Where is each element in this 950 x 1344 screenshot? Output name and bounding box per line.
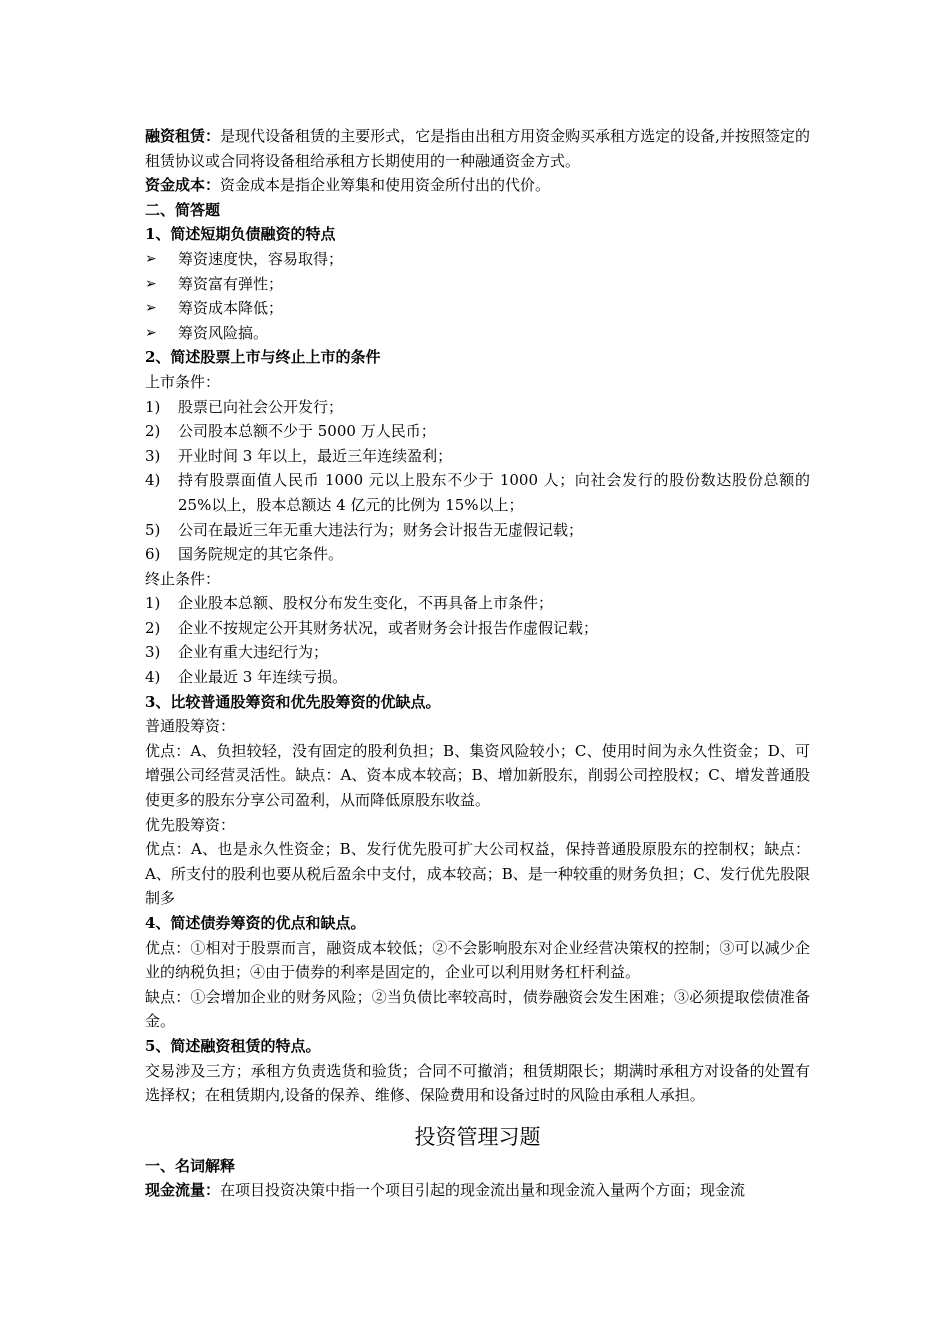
arrow-bullet-icon: ➢ (145, 250, 157, 267)
list-item-text: 股票已向社会公开发行； (178, 397, 344, 416)
definition-capital-cost (145, 173, 810, 198)
list-item-text: 筹资风险搞。 (178, 323, 269, 342)
list-item (145, 272, 810, 297)
list-item (145, 616, 810, 641)
preferred-stock-label: 优先股筹资： (145, 815, 236, 834)
question-heading-2: 2、简述股票上市与终止上市的条件 (145, 348, 381, 367)
document-page (145, 124, 810, 1203)
definition-text: 资金成本是指企业筹集和使用资金所付出的代价。 (220, 176, 551, 195)
preferred-stock-text: 优点：A、也是永久性资金；B、发行优先股可扩大公司权益，保持普通股原股东的控制权；缺点：A、所支付的股利也要从税后盈余中支付，成本较高；B、是一种较重的财务负担；C、发行优先股限制多 (145, 840, 810, 908)
list-item-text: 开业时间 3 年以上，最近三年连续盈利； (178, 446, 453, 465)
list-number: 3) (145, 446, 161, 465)
list-item (145, 591, 810, 616)
term-capital-cost: 资金成本： (145, 176, 221, 195)
listing-conditions-label: 上市条件： (145, 372, 221, 391)
definition-cash-flow (145, 1178, 810, 1203)
section-heading-short-answer: 二、简答题 (145, 200, 221, 219)
question-heading-4: 4、简述债券筹资的优点和缺点。 (145, 914, 366, 932)
list-item (145, 444, 810, 469)
section-heading-terms: 一、名词解释 (145, 1156, 236, 1175)
arrow-bullet-icon: ➢ (145, 324, 157, 341)
arrow-bullet-icon: ➢ (145, 300, 157, 317)
list-number: 4) (145, 471, 161, 490)
delisting-conditions-label: 终止条件： (145, 569, 221, 588)
list-number: 4) (145, 668, 161, 687)
chapter-title: 投资管理习题 (414, 1124, 541, 1149)
list-item (145, 419, 810, 444)
list-number: 1) (145, 397, 161, 416)
list-number: 1) (145, 594, 161, 613)
list-item-text: 筹资成本降低； (178, 299, 284, 318)
list-item-text: 企业最近 3 年连续亏损。 (178, 668, 348, 687)
definition-text: 是现代设备租赁的主要形式，它是指由出租方用资金购买承租方选定的设备,并按照签定的租赁协议或合同将设备租给承租方长期使用的一种融通资金方式。 (145, 127, 810, 170)
lease-features-text: 交易涉及三方；承租方负责选货和验货；合同不可撤消；租赁期限长；期满时承租方对设备的处置有选择权；在租赁期内,设备的保养、维修、保险费用和设备过时的风险由承租人承担。 (145, 1061, 810, 1105)
list-item-text: 筹资速度快，容易取得； (178, 249, 344, 268)
list-item (145, 321, 810, 346)
list-item (145, 296, 810, 321)
list-item (145, 542, 810, 567)
list-item (145, 640, 810, 665)
list-number: 6) (145, 545, 161, 564)
list-number: 5) (145, 520, 161, 539)
list-item-text: 公司股本总额不少于 5000 万人民币； (178, 422, 436, 441)
list-item-text: 持有股票面值人民币 1000 元以上股东不少于 1000 人；向社会发行的股份数达股份总额的 25%以上，股本总额达 4 亿元的比例为 15%以上； (178, 471, 810, 514)
term-financing-lease: 融资租赁： (145, 127, 221, 145)
list-item-text: 公司在最近三年无重大违法行为；财务会计报告无虚假记载； (178, 520, 584, 539)
list-number: 2) (145, 618, 161, 637)
common-stock-text: 优点：A、负担较轻，没有固定的股利负担；B、集资风险较小；C、使用时间为永久性资金；D、可增强公司经营灵活性。缺点：A、资本成本较高；B、增加新股东，削弱公司控股权；C、增发普通股使更多的股东分享公司盈利，从而降低原股东收益。 (145, 741, 810, 810)
list-item-text: 企业股本总额、股权分布发生变化，不再具备上市条件； (178, 594, 554, 613)
list-number: 2) (145, 422, 161, 441)
list-item-text: 筹资富有弹性； (178, 274, 284, 293)
list-item (145, 247, 810, 272)
list-item (145, 665, 810, 690)
question-heading-3: 3、比较普通股筹资和优先股筹资的优缺点。 (145, 692, 441, 711)
list-item (145, 468, 810, 517)
list-item (145, 395, 810, 420)
bond-pros-text: 优点：①相对于股票而言，融资成本较低；②不会影响股东对企业经营决策权的控制；③可以减少企业的纳税负担；④由于债券的利率是固定的，企业可以利用财务杠杆利益。 (145, 938, 810, 982)
common-stock-label: 普通股筹资： (145, 717, 236, 736)
list-item-text: 企业有重大违纪行为； (178, 643, 329, 662)
question-heading-1: 1、简述短期负债融资的特点 (145, 225, 336, 244)
bond-cons-text: 缺点：①会增加企业的财务风险；②当负债比率较高时，债券融资会发生困难；③必须提取偿债准备金。 (145, 987, 810, 1031)
definition-financing-lease (145, 124, 810, 173)
list-item-text: 企业不按规定公开其财务状况，或者财务会计报告作虚假记载； (178, 618, 599, 637)
arrow-bullet-icon: ➢ (145, 275, 157, 292)
list-number: 3) (145, 643, 161, 662)
term-cash-flow: 现金流量： (145, 1181, 221, 1200)
question-heading-5: 5、简述融资租赁的特点。 (145, 1036, 321, 1055)
list-item (145, 518, 810, 543)
definition-text: 在项目投资决策中指一个项目引起的现金流出量和现金流入量两个方面；现金流 (220, 1181, 746, 1200)
list-item-text: 国务院规定的其它条件。 (178, 545, 344, 564)
